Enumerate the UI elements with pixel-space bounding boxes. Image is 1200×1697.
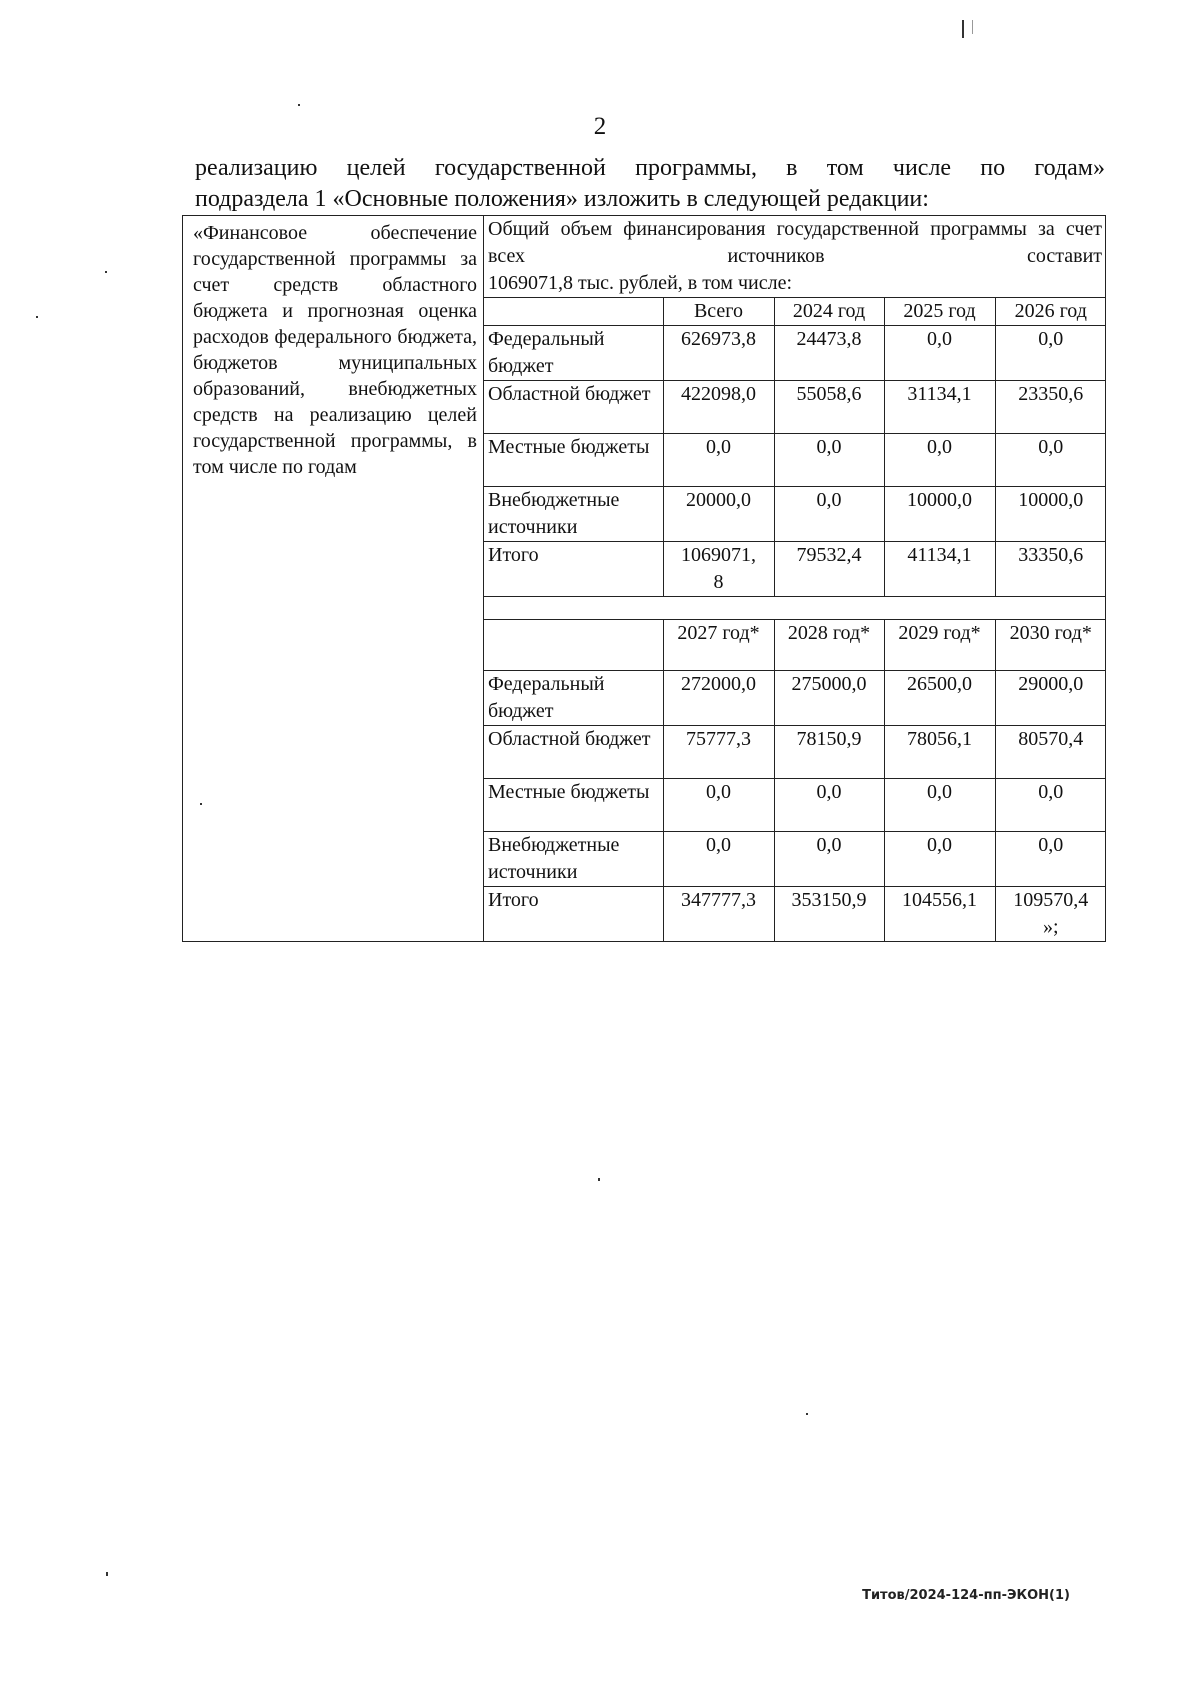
value-cell: 272000,0 (663, 671, 774, 726)
row-label: Федеральный бюджет (484, 326, 663, 381)
value-cell: 0,0 (884, 434, 995, 487)
row-label: Федеральный бюджет (484, 671, 663, 726)
value-cell: 78150,9 (774, 726, 884, 779)
column-header: 2024 год (774, 298, 884, 326)
value-cell: 0,0 (995, 779, 1106, 832)
table-row (484, 434, 1106, 487)
value-cell: 0,0 (774, 779, 884, 832)
passport-label-text: «Финансовое обеспечение государственной программы за счет средств областного бюджета и прогнозная оценка расходов федерального бюджета, бюджетов муниципальных образований, внебюджетных средств на реализацию целей государственной программы, в том числе по годам (193, 222, 477, 478)
spacer-row (484, 597, 1106, 620)
value-cell: 275000,0 (774, 671, 884, 726)
total-financing-amount: 1069071,8 тыс. рублей, в том числе: (488, 272, 793, 294)
value-cell: 0,0 (774, 832, 884, 887)
column-header: 2026 год (995, 298, 1106, 326)
value-cell: 0,0 (663, 434, 774, 487)
financing-table (484, 216, 1106, 941)
value-cell: 0,0 (995, 326, 1106, 381)
value-cell: 0,0 (774, 434, 884, 487)
row-label: Итого (484, 542, 663, 597)
value-cell: 78056,1 (884, 726, 995, 779)
total-financing-text: Общий объем финансирования государственной программы за счет всех источников составит (488, 218, 1103, 267)
scan-mark (972, 20, 973, 34)
value-cell: 0,0 (884, 779, 995, 832)
document-code: Титов/2024-124-пп-ЭКОН(1) (862, 1588, 1070, 1603)
total-financing-header (484, 216, 1106, 298)
value-cell: 422098,0 (663, 381, 774, 434)
table-row-total (484, 542, 1106, 597)
table-row (484, 326, 1106, 381)
row-label: Внебюджетные источники (484, 487, 663, 542)
value-cell: 0,0 (663, 832, 774, 887)
value-cell: 31134,1 (884, 381, 995, 434)
value-cell: 10000,0 (884, 487, 995, 542)
value-cell: 347777,3 (663, 887, 774, 942)
value-cell: 29000,0 (995, 671, 1106, 726)
intro-line-2: подраздела 1 «Основные положения» изложить в следующей редакции: (195, 186, 929, 212)
scan-speck (105, 271, 107, 273)
intro-paragraph (195, 153, 1105, 215)
value-cell: 55058,6 (774, 381, 884, 434)
table-row-total (484, 887, 1106, 942)
passport-table (182, 215, 1106, 942)
scan-speck (598, 1178, 600, 1181)
column-header: 2030 год* (995, 620, 1106, 671)
financing-cell (484, 216, 1106, 942)
value-cell: 41134,1 (884, 542, 995, 597)
value-cell: 0,0 (995, 832, 1106, 887)
table-row (484, 726, 1106, 779)
scan-mark (962, 20, 964, 38)
passport-label-cell (183, 216, 484, 942)
intro-line-1: реализацию целей государственной программы, в том числе по годам» (195, 155, 1105, 181)
table-row (484, 832, 1106, 887)
value-cell: 0,0 (995, 434, 1106, 487)
header-empty-cell (484, 298, 663, 326)
value-cell: 626973,8 (663, 326, 774, 381)
value-cell: 1069071, 8 (663, 542, 774, 597)
column-header: 2027 год* (663, 620, 774, 671)
value-cell: 20000,0 (663, 487, 774, 542)
row-label: Местные бюджеты (484, 434, 663, 487)
block1-header-row (484, 298, 1106, 326)
scan-speck (36, 316, 38, 318)
value-cell: 10000,0 (995, 487, 1106, 542)
row-label: Внебюджетные источники (484, 832, 663, 887)
value-cell: 109570,4 »; (995, 887, 1106, 942)
value-cell: 79532,4 (774, 542, 884, 597)
value-cell: 23350,6 (995, 381, 1106, 434)
value-cell: 75777,3 (663, 726, 774, 779)
table-row (484, 779, 1106, 832)
value-cell: 26500,0 (884, 671, 995, 726)
value-cell: 0,0 (663, 779, 774, 832)
column-header: Всего (663, 298, 774, 326)
page-number: 2 (593, 113, 607, 140)
row-label: Областной бюджет (484, 726, 663, 779)
table-row (484, 671, 1106, 726)
table-row (484, 381, 1106, 434)
value-cell: 24473,8 (774, 326, 884, 381)
table-row (484, 487, 1106, 542)
spacer-cell (484, 597, 1106, 620)
row-label: Итого (484, 887, 663, 942)
value-cell: 0,0 (884, 832, 995, 887)
value-cell: 0,0 (774, 487, 884, 542)
scan-speck (806, 1413, 808, 1415)
value-cell: 104556,1 (884, 887, 995, 942)
value-cell: 33350,6 (995, 542, 1106, 597)
scan-speck (106, 1572, 108, 1576)
value-cell: 353150,9 (774, 887, 884, 942)
column-header: 2028 год* (774, 620, 884, 671)
row-label: Областной бюджет (484, 381, 663, 434)
value-cell: 0,0 (884, 326, 995, 381)
row-label: Местные бюджеты (484, 779, 663, 832)
header-empty-cell (484, 620, 663, 671)
scan-speck (298, 104, 300, 106)
column-header: 2029 год* (884, 620, 995, 671)
scan-speck (200, 803, 202, 805)
block2-header-row (484, 620, 1106, 671)
value-cell: 80570,4 (995, 726, 1106, 779)
column-header: 2025 год (884, 298, 995, 326)
